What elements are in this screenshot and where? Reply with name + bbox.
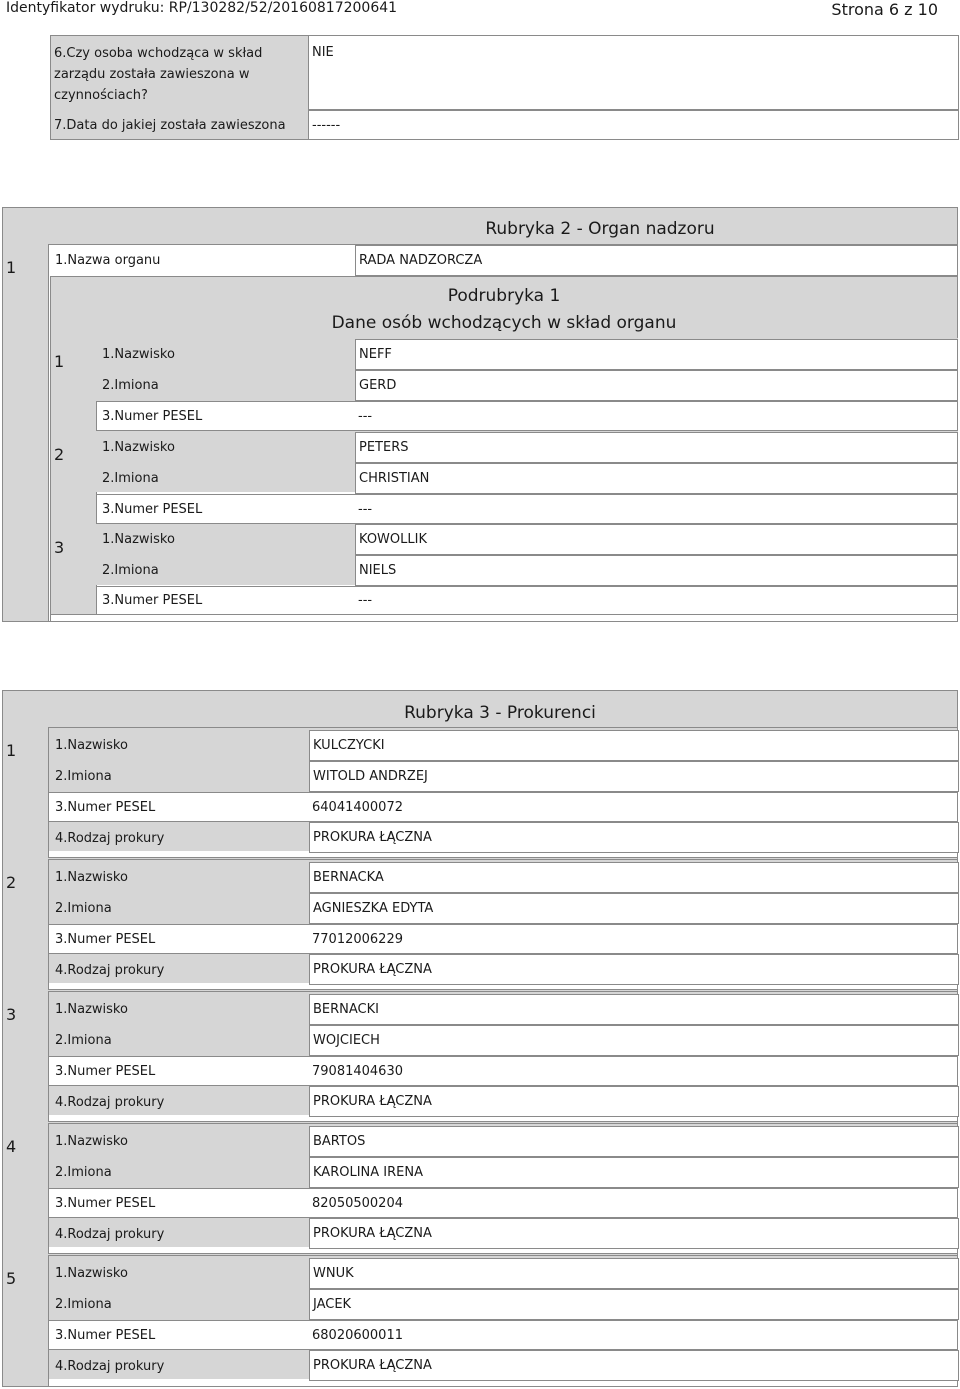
proxy-block (48, 1123, 958, 1254)
proxy-names-label: 2.Imiona (55, 1032, 112, 1048)
proxy-pesel-value: 77012006229 (312, 931, 403, 947)
proxy-pesel-row (48, 924, 958, 954)
proxy-pesel-value: 64041400072 (312, 799, 403, 815)
bottom-strip (50, 614, 958, 622)
proxy-surname-label: 1.Nazwisko (55, 1265, 128, 1281)
proxy-names-label: 2.Imiona (55, 900, 112, 916)
proxy-surname-label: 1.Nazwisko (55, 869, 128, 885)
member-pesel-value: --- (358, 408, 373, 424)
proxy-type-label: 4.Rodzaj prokury (55, 830, 165, 846)
member-index: 2 (54, 445, 65, 464)
member-pesel-label: 3.Numer PESEL (102, 501, 203, 517)
proxy-type-value: PROKURA ŁĄCZNA (309, 822, 959, 853)
proxy-pesel-label: 3.Numer PESEL (55, 931, 156, 947)
proxy-index: 5 (6, 1269, 17, 1288)
proxy-block (48, 727, 958, 858)
proxy-type-value: PROKURA ŁĄCZNA (309, 1218, 959, 1249)
podrubryka-title: Podrubryka 1 (447, 286, 561, 306)
proxy-pesel-row (48, 792, 958, 822)
proxy-names-label: 2.Imiona (55, 768, 112, 784)
rubryka2-title: Rubryka 2 - Organ nadzoru (485, 219, 715, 239)
proxy-pesel-value: 68020600011 (312, 1327, 403, 1343)
q7-value: ------ (312, 118, 341, 133)
proxy-type-label: 4.Rodzaj prokury (55, 1094, 165, 1110)
member-names-value: GERD (355, 370, 958, 401)
proxy-names-value: JACEK (309, 1289, 959, 1320)
q7-label: 7.Data do jakiej została zawieszona (54, 118, 286, 133)
proxy-pesel-value: 82050500204 (312, 1195, 403, 1211)
member-pesel-row (96, 586, 958, 615)
proxy-names-value: AGNIESZKA EDYTA (309, 893, 959, 924)
member-surname-label: 1.Nazwisko (102, 346, 175, 362)
organ-name-value: RADA NADZORCZA (355, 245, 958, 276)
member-pesel-value: --- (358, 501, 373, 517)
proxy-type-label: 4.Rodzaj prokury (55, 962, 165, 978)
proxy-type-label: 4.Rodzaj prokury (55, 1358, 165, 1374)
member-names-value: CHRISTIAN (355, 463, 958, 494)
proxy-block (48, 859, 958, 990)
proxy-pesel-row (48, 1188, 958, 1218)
member-index: 3 (54, 538, 65, 557)
proxy-type-value: PROKURA ŁĄCZNA (309, 1350, 959, 1381)
member-names-value: NIELS (355, 555, 958, 586)
proxy-surname-value: WNUK (309, 1258, 959, 1289)
podrubryka-subtitle: Dane osób wchodzących w skład organu (331, 313, 677, 333)
proxy-type-label: 4.Rodzaj prokury (55, 1226, 165, 1242)
rubryka3-title: Rubryka 3 - Prokurenci (404, 703, 596, 723)
proxy-surname-label: 1.Nazwisko (55, 1133, 128, 1149)
organ-name-label: 1.Nazwa organu (55, 252, 161, 268)
proxy-names-value: WOJCIECH (309, 1025, 959, 1056)
proxy-surname-value: BARTOS (309, 1126, 959, 1157)
proxy-surname-value: BERNACKA (309, 862, 959, 893)
member-pesel-label: 3.Numer PESEL (102, 593, 203, 608)
member-surname-value: NEFF (355, 339, 958, 370)
member-surname-label: 1.Nazwisko (102, 531, 175, 547)
rubryka2-index: 1 (6, 258, 17, 277)
proxy-surname-label: 1.Nazwisko (55, 1001, 128, 1017)
q6-value-cell (308, 35, 959, 110)
member-pesel-label: 3.Numer PESEL (102, 408, 203, 424)
proxy-pesel-label: 3.Numer PESEL (55, 1327, 156, 1343)
proxy-index: 3 (6, 1005, 17, 1024)
proxy-pesel-label: 3.Numer PESEL (55, 1195, 156, 1211)
member-names-label: 2.Imiona (102, 470, 159, 486)
member-surname-value: KOWOLLIK (355, 524, 958, 555)
proxy-pesel-value: 79081404630 (312, 1063, 403, 1079)
top-table (50, 35, 958, 140)
proxy-block (48, 991, 958, 1122)
proxy-pesel-label: 3.Numer PESEL (55, 1063, 156, 1079)
member-index: 1 (54, 352, 65, 371)
member-surname-value: PETERS (355, 432, 958, 463)
proxy-pesel-row (48, 1056, 958, 1086)
proxy-block (48, 1255, 958, 1387)
proxy-index: 4 (6, 1137, 17, 1156)
proxy-surname-label: 1.Nazwisko (55, 737, 128, 753)
proxy-surname-value: KULCZYCKI (309, 730, 959, 761)
member-surname-label: 1.Nazwisko (102, 439, 175, 455)
proxy-pesel-row (48, 1320, 958, 1350)
q6-label: 6.Czy osoba wchodząca w skład zarządu została zawieszona w czynnościach? (54, 46, 263, 103)
member-pesel-value: --- (358, 593, 373, 608)
proxy-pesel-label: 3.Numer PESEL (55, 799, 156, 815)
proxy-index: 1 (6, 741, 17, 760)
member-names-label: 2.Imiona (102, 377, 159, 393)
proxy-index: 2 (6, 873, 17, 892)
proxy-names-label: 2.Imiona (55, 1296, 112, 1312)
proxy-type-value: PROKURA ŁĄCZNA (309, 1086, 959, 1117)
proxy-type-value: PROKURA ŁĄCZNA (309, 954, 959, 985)
proxy-names-value: KAROLINA IRENA (309, 1157, 959, 1188)
print-identifier: Identyfikator wydruku: RP/130282/52/20160817200641 (6, 0, 398, 16)
proxy-names-value: WITOLD ANDRZEJ (309, 761, 959, 792)
q6-value: NIE (312, 45, 334, 60)
page-number: Strona 6 z 10 (831, 0, 938, 19)
member-names-label: 2.Imiona (102, 562, 159, 578)
member-pesel-row (96, 401, 958, 431)
proxy-names-label: 2.Imiona (55, 1164, 112, 1180)
proxy-surname-value: BERNACKI (309, 994, 959, 1025)
q7-value-cell (308, 110, 959, 140)
member-pesel-row (96, 494, 958, 524)
